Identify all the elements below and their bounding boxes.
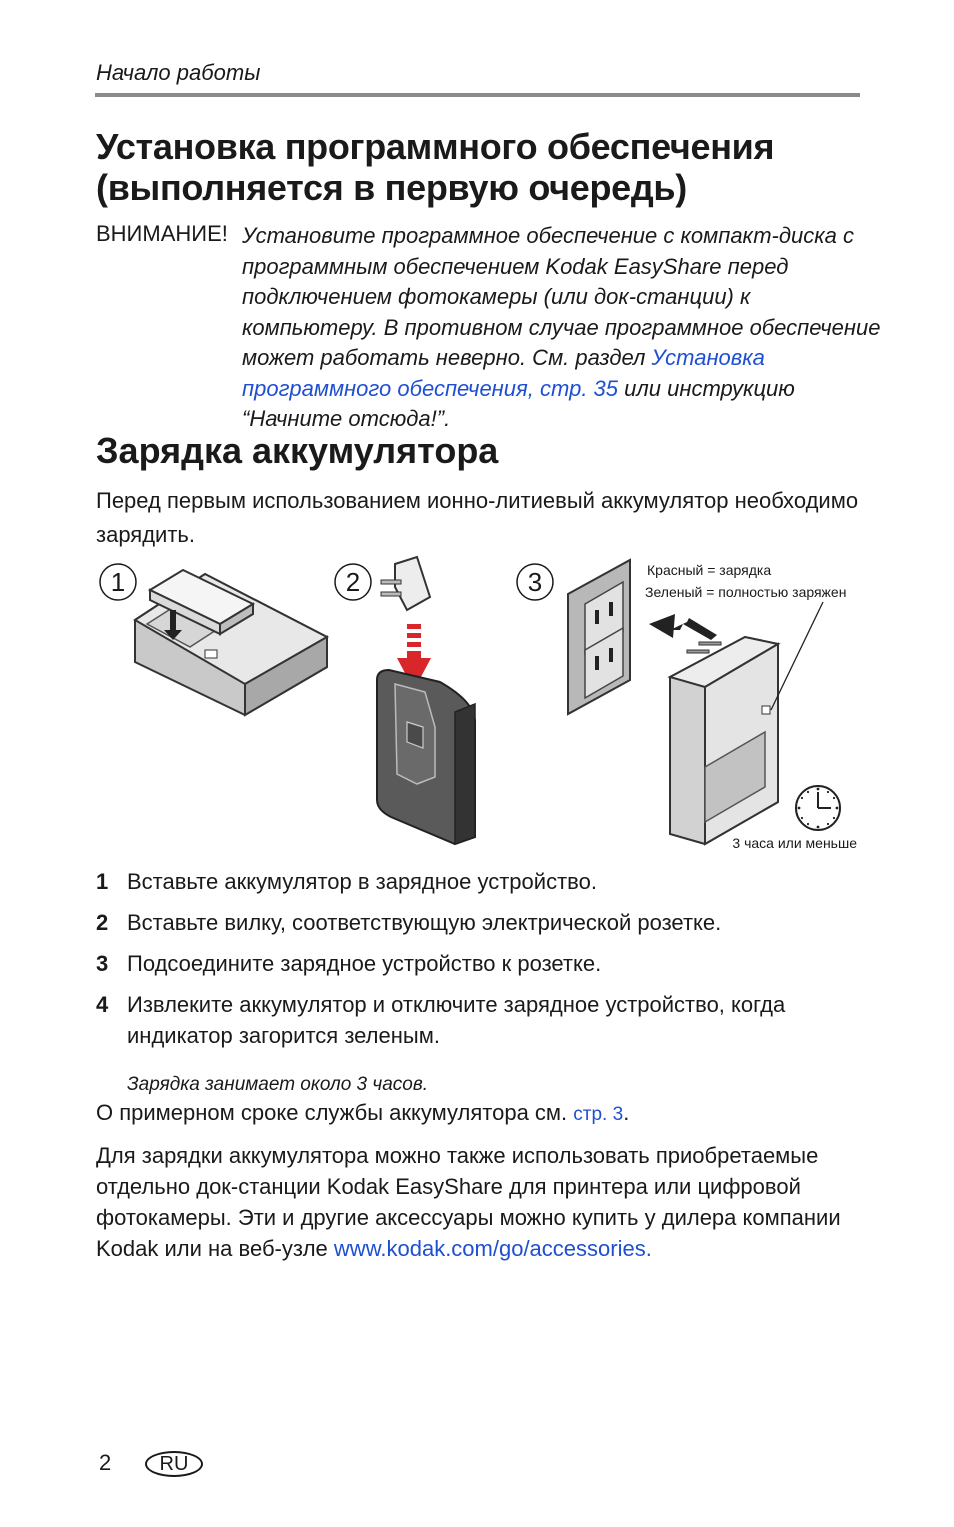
connect-arrow-icon [670, 618, 717, 640]
charging-steps [96, 866, 866, 1107]
install-title [96, 126, 774, 208]
note-body [242, 221, 882, 435]
legend-red: Красный = зарядка [647, 562, 772, 578]
wall-outlet-icon [568, 560, 630, 714]
step-item-2 [96, 907, 866, 938]
step-text: Вставьте аккумулятор в зарядное устройство. [127, 869, 597, 894]
panel-3 [517, 560, 857, 851]
step-item-3 [96, 948, 866, 979]
charger-back-icon [377, 670, 475, 844]
panel-2 [335, 557, 475, 844]
step-text: Извлеките аккумулятор и отключите зарядное устройство, когда индикатор загорится зеленым. [127, 992, 786, 1048]
step-note: Зарядка занимает около 3 часов. [127, 1074, 429, 1095]
legend-green: Зеленый = полностью заряжен [645, 584, 847, 600]
step-text: Вставьте вилку, соответствующую электрической розетке. [127, 910, 722, 935]
plug-icon [381, 557, 430, 610]
panel-1 [100, 564, 327, 715]
step-number: 4 [96, 992, 109, 1017]
lifetime-tail: . [623, 1100, 630, 1125]
page-number: 2 [99, 1450, 112, 1475]
install-title-line1: Установка программного обеспечения [96, 126, 775, 167]
note-tail: или инструкцию “Начните отсюда!”. [242, 375, 795, 431]
step-number: 3 [96, 951, 109, 976]
step-label-2: 2 [345, 567, 361, 597]
clock-icon [796, 786, 840, 830]
time-caption: 3 часа или меньше [732, 835, 857, 851]
step-item-4 [96, 989, 866, 1097]
charging-intro: Перед первым использованием ионно-литиевый аккумулятор необходимо зарядить. [96, 488, 859, 547]
header-rule [95, 93, 860, 97]
dock-text: Для зарядки аккумулятора можно также использовать приобретаемые отдельно док-станции Kodak EasyShare для принтера или цифровой фотокамеры. Эти и другие аксессуары можно купить у дилера компании Kodak или на веб-узле [96, 1143, 841, 1261]
step-item-1 [96, 866, 866, 897]
step-label-1: 1 [110, 567, 126, 597]
charger-front-icon [670, 637, 778, 844]
step-number: 2 [96, 910, 109, 935]
charging-illustration [95, 552, 865, 857]
section-label: Начало работы [96, 60, 261, 85]
install-title-line2: (выполняется в первую очередь) [96, 167, 687, 208]
lifetime-link[interactable]: стр. 3 [573, 1104, 624, 1125]
note-text: Установите программное обеспечение с компакт-диска с программным обеспечением Kodak EasyShare перед подключением фотокамеры (или док-станции) к компьютеру. В противном случае программное обеспечение может работать неверно. См. раздел [242, 223, 881, 370]
step-label-3: 3 [527, 567, 543, 597]
lifetime-text: О примерном сроке службы аккумулятора см. [96, 1100, 568, 1125]
step-text: Подсоедините зарядное устройство к розетке. [127, 951, 602, 976]
accessories-link[interactable]: www.kodak.com/go/accessories. [333, 1236, 652, 1261]
charging-title: Зарядка аккумулятора [96, 430, 499, 471]
language-badge: RU [145, 1451, 203, 1477]
dock-paragraph [96, 1140, 866, 1264]
step-number: 1 [96, 869, 109, 894]
note-label: ВНИМАНИЕ! [96, 221, 228, 246]
install-link[interactable]: Установка программного обеспечения, стр. 35 [242, 345, 765, 401]
lifetime-paragraph [96, 1098, 866, 1130]
